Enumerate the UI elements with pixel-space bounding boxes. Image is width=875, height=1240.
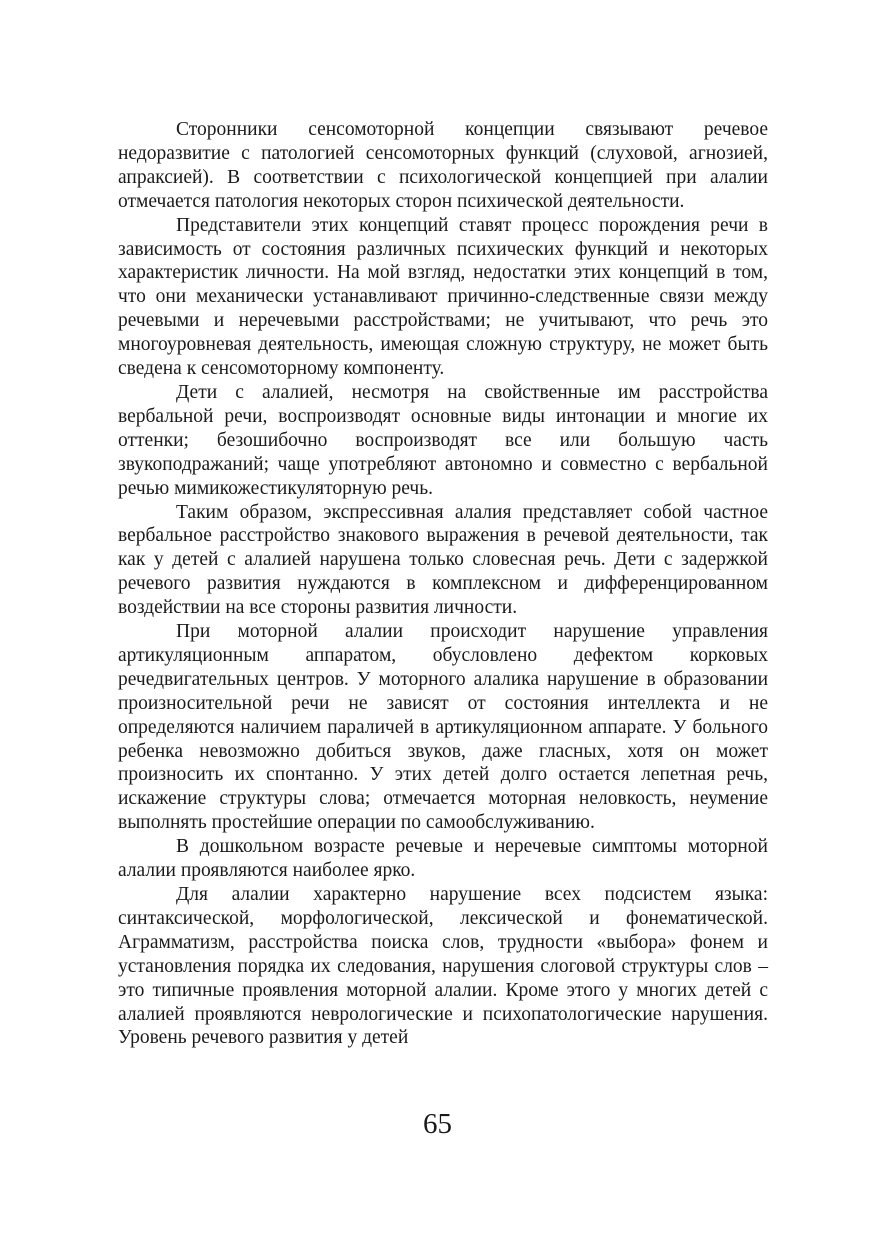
paragraph: Представители этих концепций ставят процесс порождения речи в зависимость от состояния различных психических функций и некоторых характеристик личности. На мой взгляд, недостатки этих концепций в том, что они механически устанавливают причинно-следственные связи между речевыми и неречевыми расстройствами; не учитывают, что речь это многоуровневая деятельность, имеющая сложную структуру, не может быть сведена к сенсомоторному компоненту.: [118, 214, 768, 380]
page-body: [118, 118, 768, 1050]
paragraph: При моторной алалии происходит нарушение управления артикуляционным аппаратом, обусловлено дефектом корковых речедвигательных центров. У моторного алалика нарушение в образовании произносительной речи не зависят от состояния интеллекта и не определяются наличием параличей в артикуляционном аппарате. У больного ребенка невозможно добиться звуков, даже гласных, хотя он может произносить их спонтанно. У этих детей долго остается лепетная речь, искажение структуры слова; отмечается моторная неловкость, неумение выполнять простейшие операции по самообслуживанию.: [118, 621, 768, 834]
paragraph: В дошкольном возрасте речевые и неречевые симптомы моторной алалии проявляются наиболее ярко.: [118, 836, 768, 882]
paragraph: Дети с алалией, несмотря на свойственные им расстройства вербальной речи, воспроизводят основные виды интонации и многие их оттенки; безошибочно воспроизводят все или большую часть звукоподражаний; чаще употребляют автономно и совместно с вербальной речью мимикожестикуляторную речь.: [118, 381, 768, 499]
paragraph: Таким образом, экспрессивная алалия представляет собой частное вербальное расстройство знакового выражения в речевой деятельности, так как у детей с алалией нарушена только словесная речь. Дети с задержкой речевого развития нуждаются в комплексном и дифференцированном воздействии на все стороны развития личности.: [118, 501, 768, 619]
paragraph: Сторонники сенсомоторной концепции связывают речевое недоразвитие с патологией сенсомоторных функций (слуховой, агнозией, апраксией). В соответствии с психологической концепцией при алалии отмечается патология некоторых сторон психической деятельности.: [118, 119, 768, 212]
paragraph: Для алалии характерно нарушение всех подсистем языка: синтаксической, морфологической, лексической и фонематической. Аграмматизм, расстройства поиска слов, трудности «выбора» фонем и установления порядка их следования, нарушения слоговой структуры слов – это типичные проявления моторной алалии. Кроме этого у многих детей с алалией проявляются неврологические и психопатологические нарушения. Уровень речевого развития у детей: [118, 884, 768, 1049]
page-number: 65: [423, 1108, 452, 1140]
